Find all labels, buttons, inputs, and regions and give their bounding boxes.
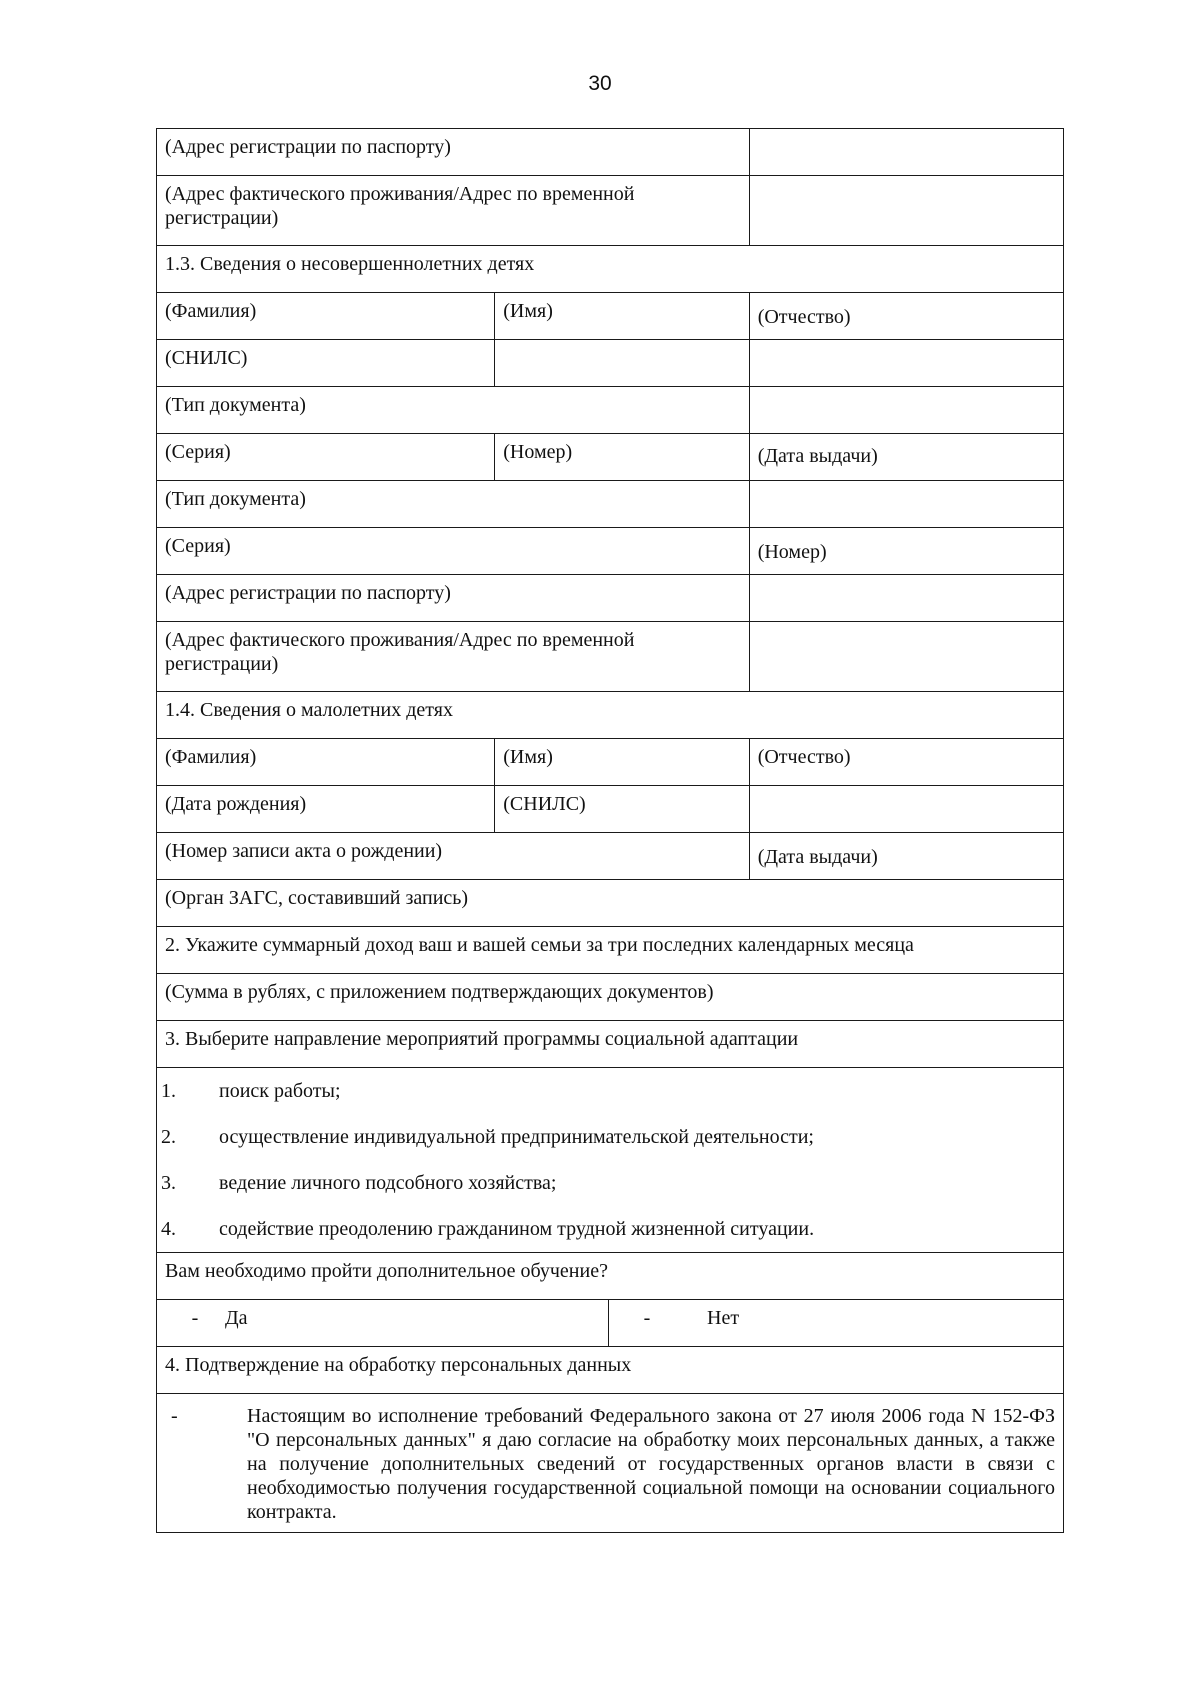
- form-row: [156, 785, 1064, 832]
- surname-field[interactable]: (Фамилия): [165, 746, 257, 768]
- empty-cell[interactable]: [749, 340, 1063, 386]
- training-question: Вам необходимо пройти дополнительное обучение?: [165, 1260, 608, 1282]
- list-item[interactable]: [157, 1206, 1063, 1252]
- form-row: [156, 128, 1064, 175]
- section-heading-4: 4. Подтверждение на обработку персональных данных: [165, 1354, 632, 1376]
- form-row: [156, 1020, 1064, 1067]
- series-field[interactable]: (Серия): [165, 441, 231, 463]
- list-item-number: 2.: [161, 1125, 176, 1148]
- patronymic-field[interactable]: (Отчество): [749, 739, 1063, 785]
- consent-block[interactable]: [157, 1394, 1063, 1532]
- option-yes-label: Да: [225, 1307, 248, 1329]
- actual-address-field[interactable]: [749, 176, 1063, 245]
- list-item-text: осуществление индивидуальной предпринимательской деятельности;: [219, 1125, 814, 1148]
- empty-cell[interactable]: [749, 481, 1063, 527]
- section-heading-1-3: 1.3. Сведения о несовершеннолетних детях: [165, 253, 535, 275]
- first-name-field[interactable]: (Имя): [494, 293, 748, 339]
- form-row: [156, 1393, 1064, 1533]
- form-row: [156, 879, 1064, 926]
- form-row: [156, 175, 1064, 245]
- number-field[interactable]: (Номер): [749, 528, 1063, 574]
- form-row: [156, 245, 1064, 292]
- form-row: [156, 1299, 1064, 1346]
- empty-cell[interactable]: [749, 387, 1063, 433]
- option-yes[interactable]: [157, 1300, 608, 1346]
- birth-record-number-field[interactable]: (Номер записи акта о рождении): [165, 840, 443, 862]
- dash-marker: -: [171, 1405, 178, 1427]
- list-item-text: содействие преодолению гражданином трудной жизненной ситуации.: [219, 1217, 815, 1240]
- document-type-field[interactable]: (Тип документа): [165, 394, 306, 416]
- list-item-number: 3.: [161, 1171, 176, 1194]
- section-heading-3: 3. Выберите направление мероприятий программы социальной адаптации: [165, 1028, 799, 1050]
- issue-date-field[interactable]: (Дата выдачи): [749, 833, 1063, 879]
- surname-field[interactable]: (Фамилия): [165, 300, 257, 322]
- registry-office-field[interactable]: (Орган ЗАГС, составивший запись): [165, 887, 469, 909]
- list-item-text: поиск работы;: [219, 1079, 341, 1102]
- list-item[interactable]: [157, 1160, 1063, 1206]
- document-type-field[interactable]: (Тип документа): [165, 488, 306, 510]
- form-row: [156, 621, 1064, 691]
- list-item-number: 1.: [161, 1079, 176, 1102]
- list-item[interactable]: [157, 1068, 1063, 1114]
- issue-date-field[interactable]: (Дата выдачи): [749, 434, 1063, 480]
- first-name-field[interactable]: (Имя): [494, 739, 748, 785]
- form-row: [156, 292, 1064, 339]
- registration-address-label: (Адрес регистрации по паспорту): [165, 582, 451, 604]
- patronymic-field[interactable]: (Отчество): [749, 293, 1063, 339]
- registration-address-field[interactable]: [749, 575, 1063, 621]
- form-row: [156, 527, 1064, 574]
- form-row: [156, 433, 1064, 480]
- dash-marker: -: [643, 1307, 651, 1329]
- page-number: 30: [588, 72, 612, 95]
- actual-address-label: (Адрес фактического проживания/Адрес по временной регистрации): [165, 629, 635, 675]
- actual-address-field[interactable]: [749, 622, 1063, 691]
- form-row: [156, 926, 1064, 973]
- form-row: [156, 574, 1064, 621]
- section-heading-1-4: 1.4. Сведения о малолетних детях: [165, 699, 453, 721]
- dash-marker: -: [191, 1307, 199, 1329]
- application-form: [156, 128, 1064, 1533]
- snils-field[interactable]: (СНИЛС): [494, 786, 748, 832]
- form-row: [156, 386, 1064, 433]
- form-row: [156, 1252, 1064, 1299]
- form-row: [156, 973, 1064, 1020]
- form-row: [156, 832, 1064, 879]
- birth-date-field[interactable]: (Дата рождения): [165, 793, 307, 815]
- number-field[interactable]: (Номер): [494, 434, 748, 480]
- snils-field[interactable]: (СНИЛС): [165, 347, 248, 369]
- registration-address-label: (Адрес регистрации по паспорту): [165, 136, 451, 158]
- list-item-text: ведение личного подсобного хозяйства;: [219, 1171, 557, 1194]
- directions-list: [156, 1067, 1064, 1252]
- income-amount-field[interactable]: (Сумма в рублях, с приложением подтверждающих документов): [165, 981, 714, 1003]
- series-field[interactable]: (Серия): [165, 535, 231, 557]
- form-row: [156, 480, 1064, 527]
- list-item[interactable]: [157, 1114, 1063, 1160]
- empty-cell[interactable]: [494, 340, 748, 386]
- consent-text: Настоящим во исполнение требований Федерального закона от 27 июля 2006 года N 152-ФЗ "О персональных данных" я даю согласие на обработку моих персональных данных, а также на получение дополнительных сведений от государственных органов власти в связи с необходимостью получения государственной социальной помощи на основании социального контракта.: [247, 1405, 1055, 1523]
- form-row: [156, 1346, 1064, 1393]
- empty-cell[interactable]: [749, 786, 1063, 832]
- form-row: [156, 339, 1064, 386]
- actual-address-label: (Адрес фактического проживания/Адрес по временной регистрации): [165, 183, 635, 229]
- option-no-label: Нет: [707, 1307, 740, 1329]
- registration-address-field[interactable]: [749, 129, 1063, 175]
- form-row: [156, 691, 1064, 738]
- option-no[interactable]: [608, 1300, 1063, 1346]
- section-heading-2: 2. Укажите суммарный доход ваш и вашей семьи за три последних календарных месяца: [165, 934, 914, 956]
- list-item-number: 4.: [161, 1217, 176, 1240]
- form-row: [156, 738, 1064, 785]
